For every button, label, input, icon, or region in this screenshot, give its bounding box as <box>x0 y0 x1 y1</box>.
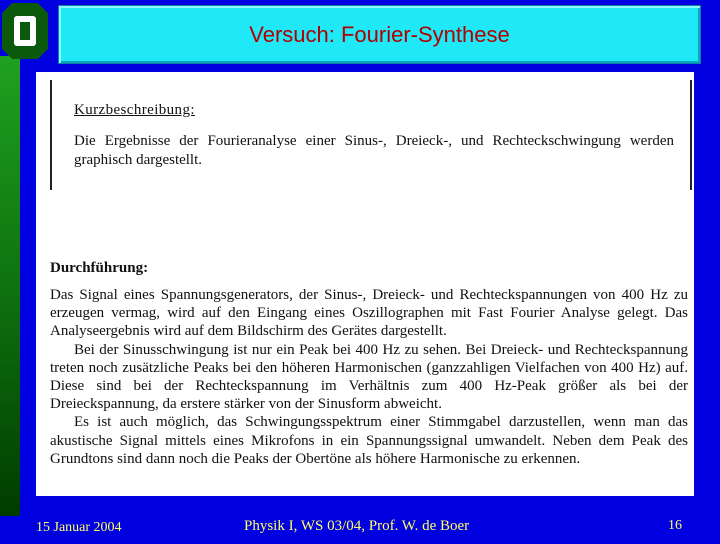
description-heading: Kurzbeschreibung: <box>74 102 195 118</box>
logo-core-shape <box>20 22 30 40</box>
footer-course: Physik I, WS 03/04, Prof. W. de Boer <box>244 518 470 534</box>
slide-title: Versuch: Fourier-Synthese <box>249 21 510 47</box>
procedure-text <box>50 286 688 468</box>
description-box <box>50 80 692 190</box>
procedure-paragraph: Das Signal eines Spannungsgenerators, der Sinus-, Dreieck- und Rechteckspannungen von 400 Hz zu erzeugen vermag, wird auf den Eingang eines Oszillographen mit Fast Fourier Analyse gelegt. Das Analyseergebnis wird auf dem Bildschirm des Gerätes dargestellt. <box>50 287 688 340</box>
description-text: Die Ergebnisse der Fourieranalyse einer Sinus-, Dreieck-, und Rechteckschwingung werden graphisch dargestellt. <box>74 133 674 168</box>
footer-page-number: 16 <box>668 518 682 533</box>
left-decorative-band <box>0 56 20 516</box>
logo-icon <box>2 3 48 59</box>
logo-inner-shape <box>14 16 36 46</box>
footer-date: 15 Januar 2004 <box>36 520 122 535</box>
procedure-paragraph: Es ist auch möglich, das Schwingungsspektrum einer Stimmgabel darzustellen, wenn man das akustische Signal mittels eines Mikrofons in ein Spannungssignal umwandelt. Neben dem Peak des Grundtons sind dann noch die Peaks der Obertöne als höhere Harmonische zu erkennen. <box>50 414 688 467</box>
title-bar <box>58 5 701 64</box>
procedure-paragraph: Bei der Sinusschwingung ist nur ein Peak bei 400 Hz zu sehen. Bei Dreieck- und Rechteckspannung treten noch zusätzliche Peaks bei den höheren Harmonischen (ganzzahligen Vielfachen von 400 Hz) auf. Diese sind bei der Rechteckspannung im Verhältnis zum 400 Hz-Peak größer als bei der Dreieckspannung, da erstere stärker von der Sinusform abweicht. <box>50 341 688 413</box>
content-panel <box>36 72 694 496</box>
procedure-heading: Durchführung: <box>50 260 149 276</box>
